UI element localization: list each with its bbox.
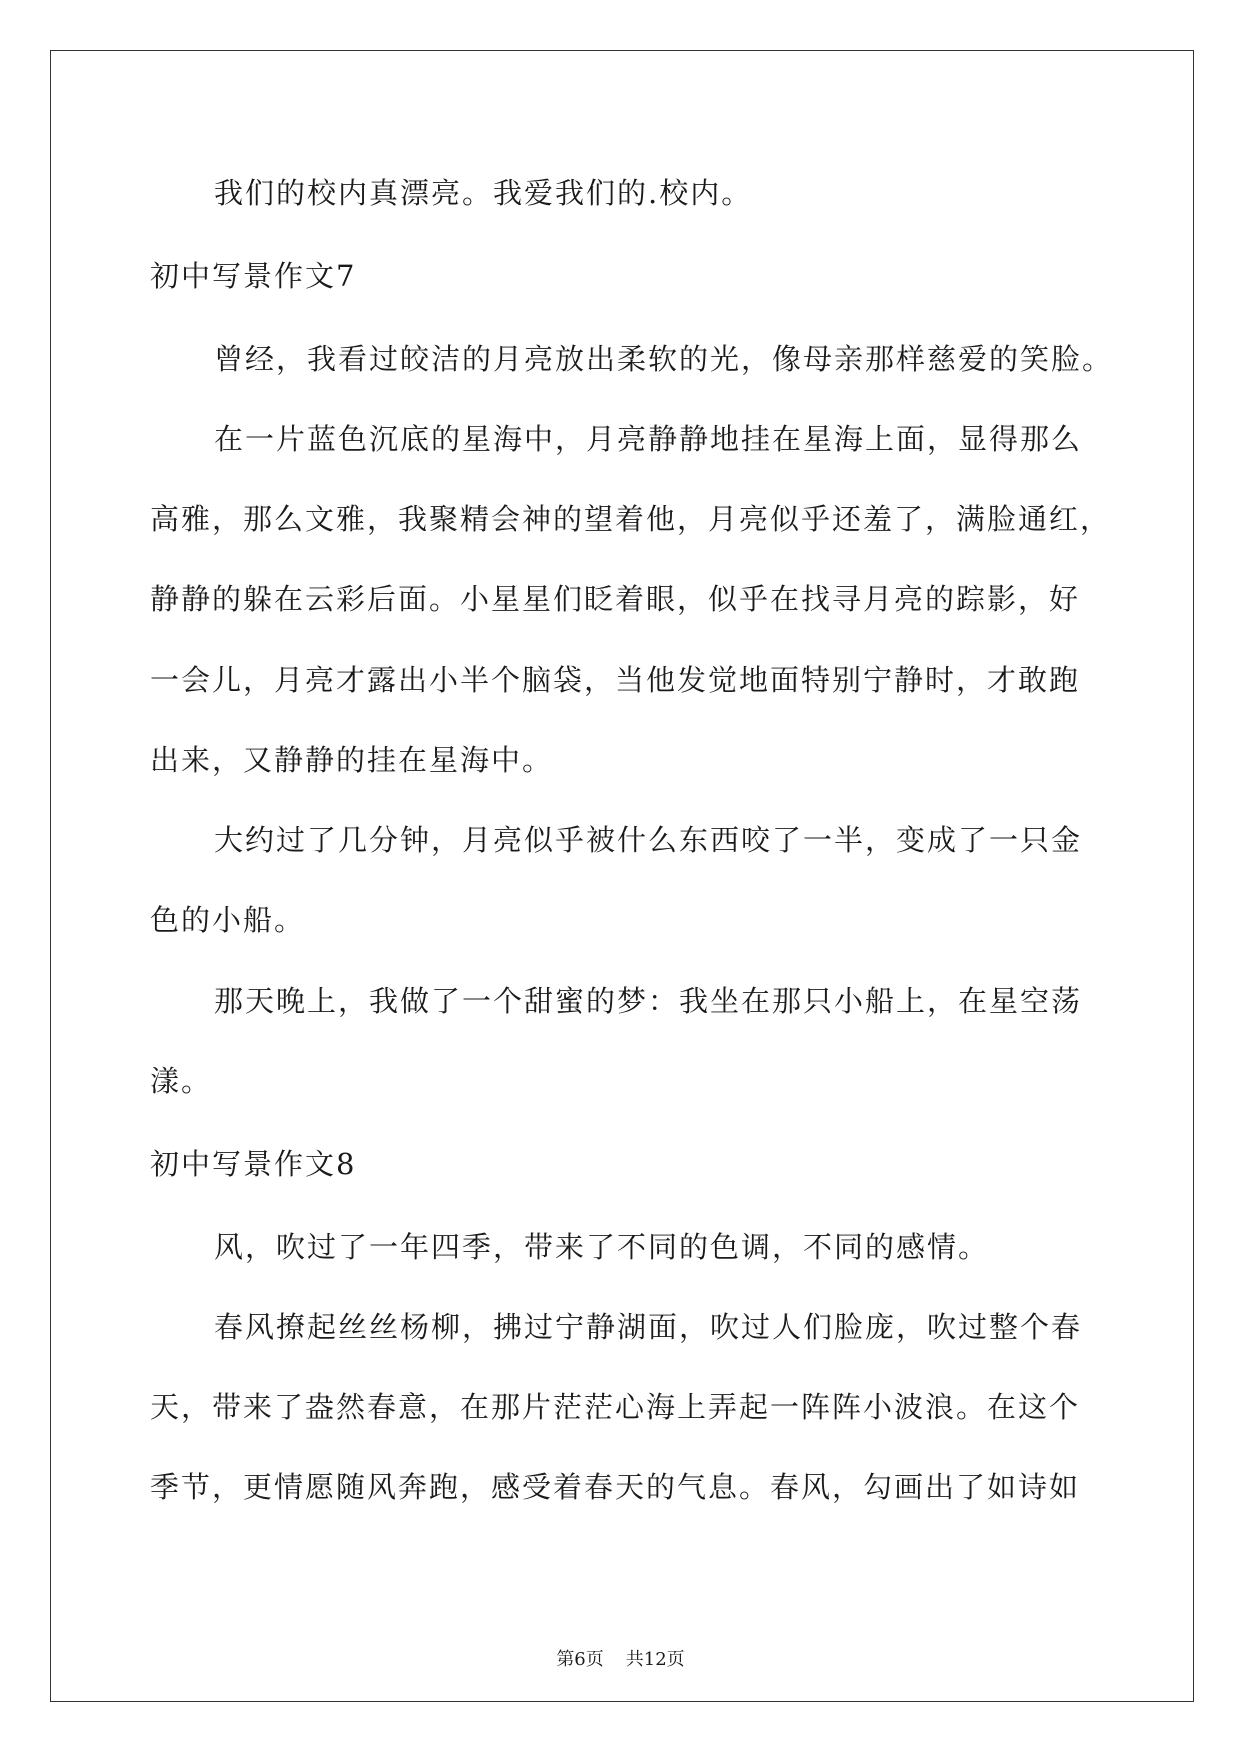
page-number: 第6页 <box>556 1649 604 1670</box>
paragraph-line: 我们的校内真漂亮。我爱我们的.校内。 <box>214 176 753 210</box>
paragraph-line: 天，带来了盎然春意，在那片茫茫心海上弄起一阵阵小波浪。在这个 <box>150 1390 1081 1424</box>
section-heading: 初中写景作文8 <box>150 1147 357 1181</box>
paragraph-line: 曾经，我看过皎洁的月亮放出柔软的光，像母亲那样慈爱的笑脸。 <box>214 342 1114 376</box>
paragraph-line: 那天晚上，我做了一个甜蜜的梦：我坐在那只小船上，在星空荡 <box>214 984 1083 1018</box>
paragraph-line: 春风撩起丝丝杨柳，拂过宁静湖面，吹过人们脸庞，吹过整个春 <box>214 1310 1083 1344</box>
paragraph-line: 出来，又静静的挂在星海中。 <box>150 743 554 777</box>
paragraph-line: 一会儿，月亮才露出小半个脑袋，当他发觉地面特别宁静时，才敢跑 <box>150 663 1081 697</box>
paragraph-line: 高雅，那么文雅，我聚精会神的望着他，月亮似乎还羞了，满脸通红， <box>150 502 1112 536</box>
paragraph-line: 在一片蓝色沉底的星海中，月亮静静地挂在星海上面，显得那么 <box>214 422 1083 456</box>
paragraph-line: 风，吹过了一年四季，带来了不同的色调，不同的感情。 <box>214 1230 990 1264</box>
page-border <box>50 50 1194 1702</box>
page-total: 共12页 <box>625 1649 685 1670</box>
page-footer <box>0 1648 1241 1672</box>
paragraph-line: 色的小船。 <box>150 903 306 937</box>
paragraph-line: 静静的躲在云彩后面。小星星们眨着眼，似乎在找寻月亮的踪影，好 <box>150 582 1081 616</box>
paragraph-line: 季节，更情愿随风奔跑，感受着春天的气息。春风，勾画出了如诗如 <box>150 1470 1081 1504</box>
section-heading: 初中写景作文7 <box>150 259 357 293</box>
paragraph-line: 漾。 <box>150 1064 213 1098</box>
paragraph-line: 大约过了几分钟，月亮似乎被什么东西咬了一半，变成了一只金 <box>214 823 1083 857</box>
